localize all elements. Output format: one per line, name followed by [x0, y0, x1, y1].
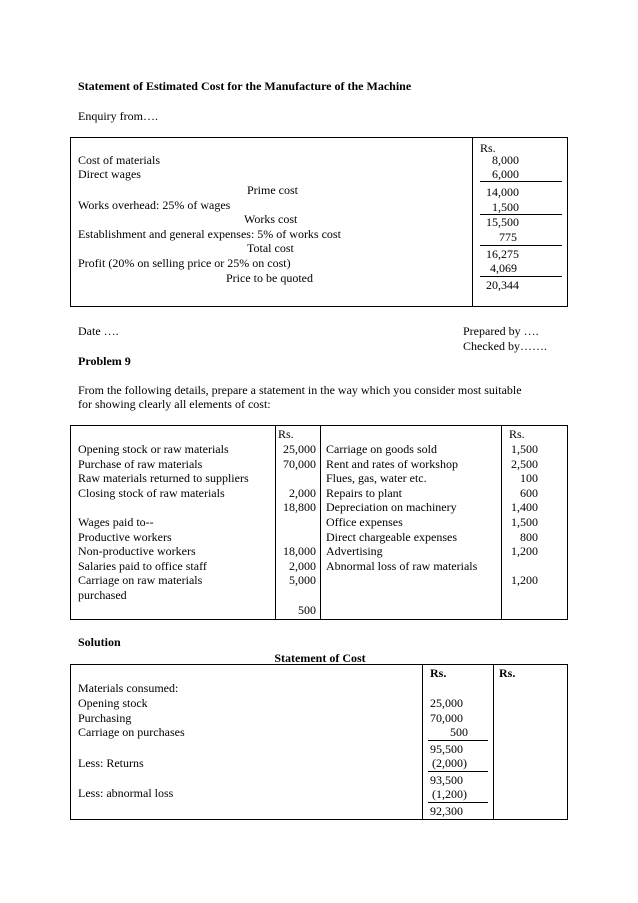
subtotal-rule — [428, 802, 488, 803]
details-amount: 1,500 — [511, 514, 538, 529]
statement-amount: 500 — [450, 725, 468, 739]
estimate-currency: Rs. — [480, 141, 496, 155]
details-label: Purchase of raw materials — [78, 456, 203, 471]
details-amount: 800 — [520, 529, 538, 544]
details-amount: 18,000 — [283, 544, 316, 559]
details-amount: 2,000 — [289, 558, 316, 573]
statement-label: Purchasing — [78, 711, 132, 725]
statement-amount: 92,300 — [430, 804, 463, 818]
details-amount — [268, 471, 316, 486]
statement-title: Statement of Cost — [274, 651, 366, 665]
details-amount: 2,000 — [289, 485, 316, 500]
details-amount: 25,000 — [283, 442, 316, 456]
details-label: Direct chargeable expenses — [326, 529, 458, 544]
details-label: Closing stock of raw materials — [78, 485, 225, 500]
details-label: Non-productive workers — [78, 544, 196, 559]
statement-label: Carriage on purchases — [78, 725, 185, 739]
details-label — [78, 500, 249, 515]
statement-amount: 93,500 — [430, 773, 463, 787]
details-label: Rent and rates of workshop — [326, 456, 458, 471]
details-label: Wages paid to-- — [78, 514, 154, 529]
estimate-amount: 775 — [499, 230, 517, 244]
estimate-amount: 16,275 — [486, 247, 519, 261]
estimate-amount: 20,344 — [486, 278, 519, 292]
estimate-label: Prime cost — [247, 183, 298, 197]
estimate-label: Establishment and general expenses: 5% of works cost — [78, 227, 341, 241]
estimate-label: Profit (20% on selling price or 25% on cost) — [78, 256, 291, 270]
details-currency: Rs. — [278, 427, 294, 441]
statement-divider — [422, 664, 423, 820]
details-amount: 1,200 — [511, 544, 538, 559]
estimate-amount: 15,500 — [486, 215, 519, 229]
details-amount: 600 — [520, 485, 538, 500]
statement-amount: (2,000) — [432, 756, 467, 770]
details-amount — [268, 530, 316, 545]
details-label: Flues, gas, water etc. — [326, 471, 427, 486]
details-label: Productive workers — [78, 529, 172, 544]
statement-label: Less: Returns — [78, 756, 144, 770]
details-amount: 18,800 — [283, 500, 316, 515]
details-label: Carriage on raw materials — [78, 573, 203, 588]
details-amount: 2,500 — [511, 456, 538, 471]
statement-label: Materials consumed: — [78, 681, 179, 695]
details-amount: 100 — [520, 471, 538, 486]
estimate-label: Works overhead: 25% of wages — [78, 198, 231, 212]
details-label: Carriage on goods sold — [326, 442, 437, 456]
estimate-label: Cost of materials — [78, 153, 160, 167]
statement-label: Less: abnormal loss — [78, 786, 174, 800]
subtotal-rule — [428, 740, 488, 741]
details-label: Depreciation on machinery — [326, 500, 457, 515]
problem-text: From the following details, prepare a statement in the way which you consider most suitable — [78, 383, 522, 397]
estimate-label: Price to be quoted — [226, 271, 313, 285]
subtotal-rule — [428, 771, 488, 772]
estimate-amount: 4,069 — [490, 261, 517, 275]
details-left-labels — [78, 442, 249, 603]
estimate-amount: 6,000 — [492, 167, 519, 181]
details-label: Repairs to plant — [326, 485, 402, 500]
estimate-label: Direct wages — [78, 167, 141, 181]
details-amount: 1,400 — [511, 500, 538, 515]
statement-col-header: Rs. — [430, 666, 447, 680]
problem-text: for showing clearly all elements of cost: — [78, 397, 271, 411]
statement-amount: 70,000 — [430, 711, 463, 725]
subtotal-rule — [480, 276, 562, 277]
details-label: Office expenses — [326, 514, 403, 529]
estimate-label: Total cost — [247, 241, 294, 255]
details-currency: Rs. — [509, 427, 525, 441]
details-left-amounts — [268, 442, 316, 617]
estimate-amount: 14,000 — [486, 185, 519, 199]
details-amount — [268, 588, 316, 603]
statement-col-header: Rs. — [499, 666, 516, 680]
statement-divider — [493, 664, 494, 820]
estimate-amount: 8,000 — [492, 153, 519, 167]
statement-amount: 25,000 — [430, 696, 463, 710]
solution-title: Solution — [78, 635, 121, 649]
details-amount: 500 — [298, 602, 316, 617]
statement-amount: 95,500 — [430, 742, 463, 756]
estimate-amount: 1,500 — [492, 200, 519, 214]
date-line: Date …. — [78, 324, 119, 338]
subtotal-rule — [480, 181, 562, 182]
statement-amount: (1,200) — [432, 787, 467, 801]
details-label: Salaries paid to office staff — [78, 558, 207, 573]
details-right-labels — [326, 442, 477, 573]
details-label: Abnormal loss of raw materials — [326, 558, 478, 573]
details-amount — [268, 515, 316, 530]
problem-title: Problem 9 — [78, 354, 131, 368]
details-label: Opening stock or raw materials — [78, 442, 229, 456]
details-divider — [320, 425, 321, 620]
statement-label: Opening stock — [78, 696, 148, 710]
subtotal-rule — [480, 245, 562, 246]
details-amount — [500, 559, 538, 574]
prepared-by: Prepared by …. — [463, 324, 539, 338]
checked-by: Checked by……. — [463, 339, 547, 353]
details-label: Advertising — [326, 544, 383, 559]
details-amount: 1,500 — [511, 442, 538, 456]
estimate-label: Works cost — [244, 212, 298, 226]
details-label: purchased — [78, 587, 127, 602]
details-label: Raw materials returned to suppliers — [78, 471, 249, 486]
enquiry-line: Enquiry from…. — [78, 109, 158, 123]
details-amount: 70,000 — [283, 456, 316, 471]
details-amount: 1,200 — [511, 573, 538, 588]
page-heading: Statement of Estimated Cost for the Manufacture of the Machine — [78, 79, 412, 93]
details-right-amounts — [500, 442, 538, 588]
details-amount: 5,000 — [289, 573, 316, 588]
